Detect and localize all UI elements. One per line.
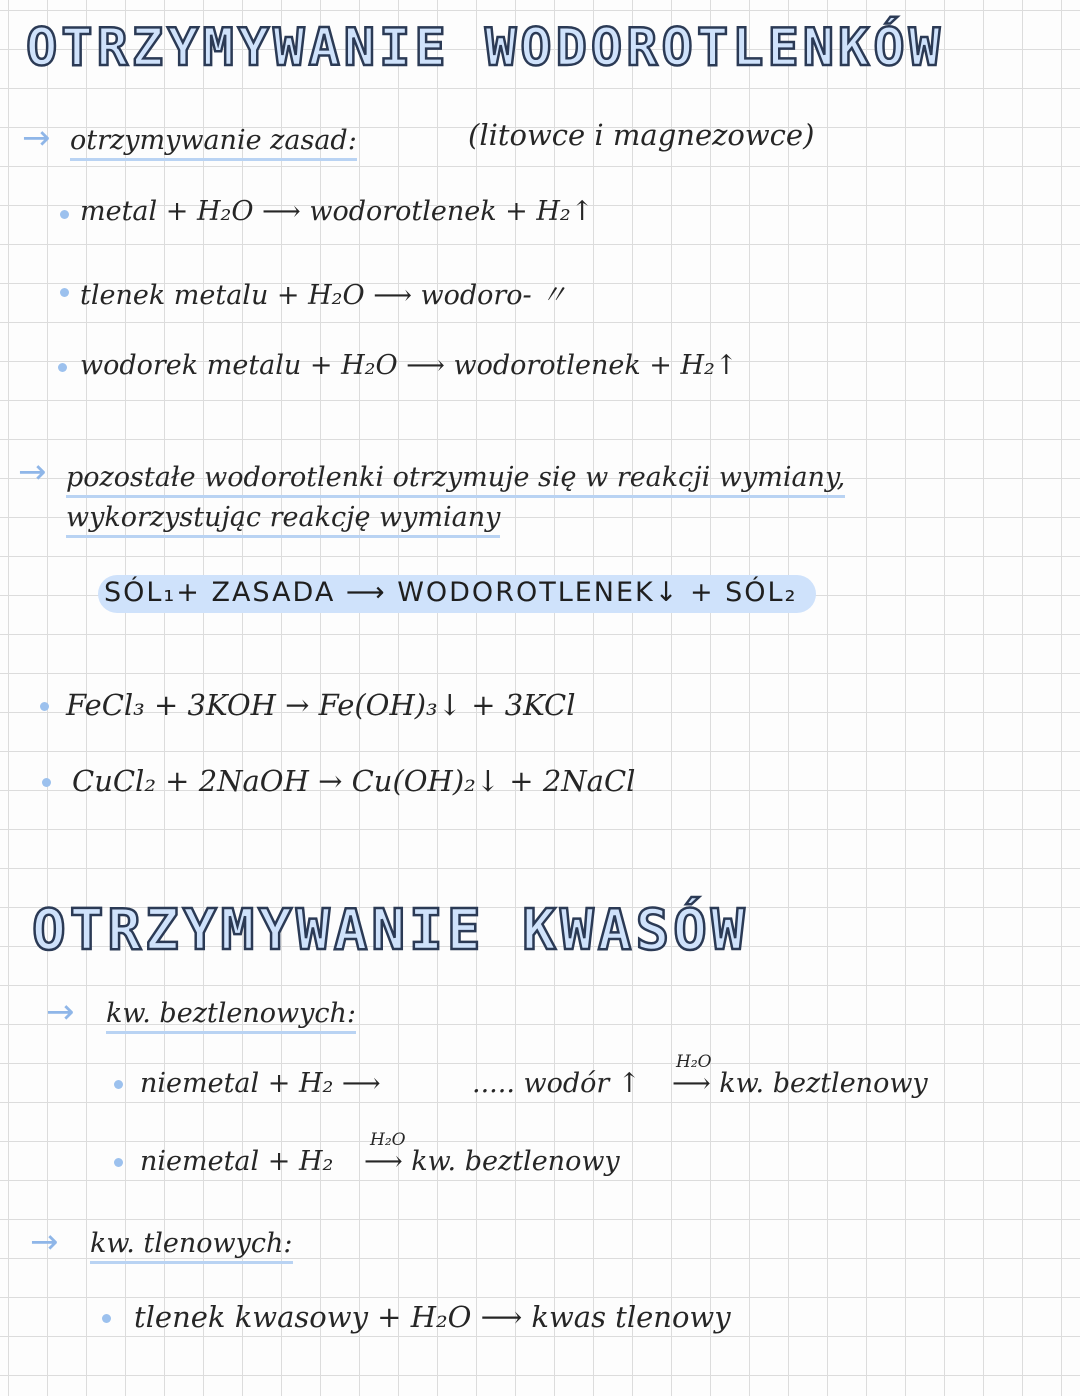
other-hydroxides-line2: wykorzystując reakcję wymiany <box>66 502 500 538</box>
example-copper-chloride: CuCl₂ + 2NaOH → Cu(OH)₂↓ + 2NaCl <box>72 764 636 798</box>
bullet-icon <box>40 702 49 711</box>
example-iron-chloride: FeCl₃ + 3KOH → Fe(OH)₃↓ + 3KCl <box>66 688 576 722</box>
equation-oxide-water: tlenek metalu + H₂O ⟶ wodoro- 〃 <box>80 280 568 311</box>
equation-oxygen-free-2-over: H₂O <box>370 1130 406 1150</box>
section-title-hydroxides: OTRZYMYWANIE WODOROTLENKÓW <box>26 18 944 78</box>
equation-oxygen-free-1-right: ⟶ kw. beztlenowy <box>672 1068 928 1099</box>
equation-oxygen-free-1-over: H₂O <box>676 1052 712 1072</box>
bullet-icon <box>58 363 67 372</box>
heading-oxygen-acids: kw. tlenowych: <box>90 1228 293 1264</box>
section-title-acids: OTRZYMYWANIE KWASÓW <box>32 898 749 963</box>
equation-hydride-water: wodorek metalu + H₂O ⟶ wodorotlenek + H₂↑ <box>80 350 738 381</box>
other-hydroxides-line1: pozostałe wodorotlenki otrzymuje się w reakcji wymiany, <box>66 462 845 498</box>
arrow-icon: → <box>30 1222 59 1262</box>
arrow-icon: → <box>18 452 47 492</box>
bullet-icon <box>60 210 69 219</box>
heading-bases: otrzymywanie zasad: <box>70 125 357 161</box>
general-equation: SÓL₁+ ZASADA ⟶ WODOROTLENEK↓ + SÓL₂ <box>104 577 798 608</box>
arrow-icon: → <box>22 118 51 158</box>
heading-oxygen-free-acids: kw. beztlenowych: <box>106 998 356 1034</box>
equation-oxygen-free-1-mid: ..... wodór ↑ <box>472 1068 641 1099</box>
equation-metal-water: metal + H₂O ⟶ wodorotlenek + H₂↑ <box>80 196 594 227</box>
bullet-icon <box>114 1158 123 1167</box>
bullet-icon <box>102 1314 111 1323</box>
equation-oxygen-free-2-left: niemetal + H₂ <box>140 1146 334 1177</box>
equation-oxygen-acid: tlenek kwasowy + H₂O ⟶ kwas tlenowy <box>134 1300 731 1334</box>
equation-oxygen-free-1-left: niemetal + H₂ ⟶ <box>140 1068 381 1099</box>
bullet-icon <box>114 1080 123 1089</box>
arrow-icon: → <box>46 992 75 1032</box>
bullet-icon <box>60 288 69 297</box>
equation-oxygen-free-2-right: ⟶ kw. beztlenowy <box>364 1146 620 1177</box>
note-groups: (litowce i magnezowce) <box>468 118 815 152</box>
bullet-icon <box>42 778 51 787</box>
